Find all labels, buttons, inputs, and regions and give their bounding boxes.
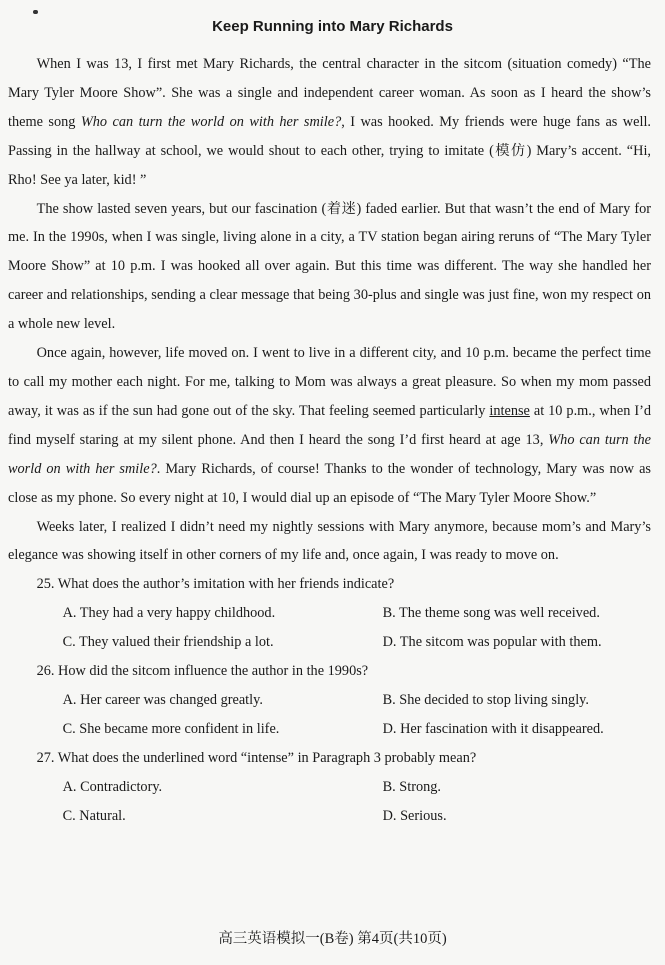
- question-25: [8, 570, 651, 657]
- question-stem: 26. How did the sitcom influence the author in the 1990s?: [36, 663, 369, 680]
- answer-options: [8, 686, 651, 744]
- option-b: B. She decided to stop living singly.: [382, 691, 589, 708]
- paragraph-3: [8, 339, 651, 512]
- paragraph-1-text-a: When I was 13, I first met Mary Richards, the central character in the sitcom (situation comedy) “The Mary Tyler Moore Show”. She was a single and independent career woman. As soon as I heard the show’s theme song: [8, 56, 651, 130]
- option-b: B. Strong.: [382, 778, 441, 795]
- song-title: Who can turn the world on with her smile?: [80, 113, 342, 130]
- option-b: B. The theme song was well received.: [382, 605, 600, 622]
- option-a: A. Contradictory.: [62, 778, 163, 795]
- question-27: [8, 744, 651, 831]
- option-d: D. Her fascination with it disappeared.: [382, 720, 604, 737]
- passage-title: Keep Running into Mary Richards: [212, 18, 453, 35]
- question-stem: 27. What does the underlined word “intense” in Paragraph 3 probably mean?: [36, 749, 477, 766]
- scan-mark: [33, 10, 38, 14]
- answer-options: [8, 599, 651, 657]
- answer-options: [8, 773, 651, 831]
- paragraph-4: Weeks later, I realized I didn’t need my nightly sessions with Mary anymore, because mom’s and Mary’s elegance was showing itself in other corners of my life and, once again, I was ready to move on.: [8, 518, 651, 564]
- passage-body: [8, 50, 651, 830]
- question-stem: 25. What does the author’s imitation with her friends indicate?: [36, 576, 395, 593]
- option-c: C. Natural.: [62, 807, 126, 824]
- page-footer: 高三英语模拟一(B卷) 第4页(共10页): [218, 931, 447, 947]
- paragraph-3-text-a: Once again, however, life moved on. I went to live in a different city, and 10 p.m. became the perfect time to call my mother each night. For me, talking to Mom was always a great pleasure. So when my mom passed away, it was as if the sun had gone out of the sky. That feeling seemed particularly: [8, 345, 651, 419]
- question-26: [8, 657, 651, 744]
- option-a: A. Her career was changed greatly.: [62, 691, 263, 708]
- paragraph-1: [8, 50, 651, 195]
- option-a: A. They had a very happy childhood.: [62, 605, 276, 622]
- paragraph-3-text-b: at 10 p.m., when I’d find myself staring at my silent phone. And then I heard the song I’d first heard at age 13,: [8, 402, 651, 448]
- option-c: C. She became more confident in life.: [62, 720, 280, 737]
- paragraph-3-text-c: . Mary Richards, of course! Thanks to the wonder of technology, Mary was now as close as my phone. So every night at 10, I would dial up an episode of “The Mary Tyler Moore Show.”: [8, 460, 651, 506]
- option-d: D. Serious.: [382, 807, 447, 824]
- paragraph-2: The show lasted seven years, but our fascination (着迷) faded earlier. But that wasn’t the end of Mary for me. In the 1990s, when I was single, living alone in a city, a TV station began airing reruns of “The Mary Tyler Moore Show” at 10 p.m. I was hooked all over again. But this time was different. The way she handled her career and relationships, sending a clear message that being 30-plus and single was just fine, won my respect on a whole new level.: [8, 200, 651, 333]
- paragraph-1-text-b: , I was hooked. My friends were huge fans as well. Passing in the hallway at school, we would shout to each other, trying to imitate (模仿) Mary’s accent. “Hi, Rho! See ya later, kid! ”: [8, 113, 651, 188]
- option-d: D. The sitcom was popular with them.: [382, 634, 602, 651]
- option-c: C. They valued their friendship a lot.: [62, 634, 274, 651]
- song-title: Who can turn the world on with her smile?: [8, 431, 652, 477]
- underlined-word: intense: [489, 402, 530, 419]
